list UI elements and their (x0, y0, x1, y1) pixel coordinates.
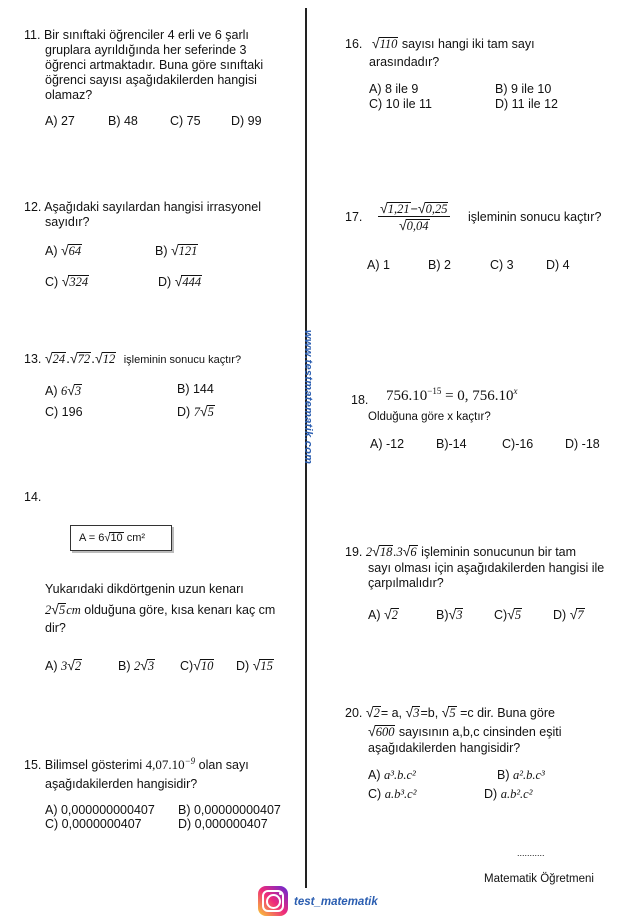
sqrt-sign: √ (441, 704, 450, 720)
q20-line: sayısının a,b,c cinsinden eşiti (398, 725, 562, 739)
area-unit: cm² (126, 532, 146, 544)
q14-side-coef: 2 (45, 603, 52, 617)
q20-radicand-600: 600 (375, 725, 395, 739)
q20-line3: aşağıdakilerden hangisidir? (368, 741, 521, 755)
q18-option-a[interactable]: A) -12 (370, 437, 405, 451)
sqrt-sign: √ (170, 242, 179, 258)
q16-option-d[interactable]: D) 11 ile 12 (495, 97, 558, 111)
rectangle-area-box (70, 525, 172, 551)
q15-text: olan sayı (198, 758, 249, 773)
q19-option-b[interactable] (436, 606, 463, 622)
teacher-label: Matematik Öğretmeni (484, 873, 594, 885)
sqrt-sign: √ (507, 606, 515, 622)
q19-option-b-label: B) (436, 608, 449, 622)
q19-c-radicand: 5 (514, 608, 522, 622)
question-19 (345, 543, 576, 560)
q20-option-a[interactable] (368, 768, 416, 783)
q17-number: 17. (345, 210, 363, 224)
q13-a-coef: 6 (60, 384, 68, 398)
sqrt-sign: √ (51, 601, 59, 617)
q13-number: 13. (24, 352, 42, 366)
sqrt-sign: √ (405, 704, 414, 720)
q15-option-c[interactable]: C) 0,0000000407 (45, 817, 142, 831)
q14-option-a-label: A) (45, 659, 58, 673)
q12-option-a[interactable] (45, 242, 82, 258)
q12-option-d-label: D) (158, 275, 172, 289)
q15-option-d[interactable]: D) 0,000000407 (178, 817, 268, 831)
q13-d-coef: 7 (193, 405, 200, 419)
q20-radicand-c: 5 (449, 706, 456, 720)
q18-option-b[interactable]: B)-14 (436, 437, 467, 451)
q20-radicand-b: 3 (413, 706, 420, 720)
sqrt-sign: √ (140, 657, 148, 673)
q17-num-radicand-2: 0,25 (425, 202, 448, 216)
q11-number: 11. (24, 28, 41, 42)
q18-left: 756.10 (386, 388, 428, 404)
q19-mid: .3 (393, 545, 403, 559)
q12-option-a-label: A) (45, 244, 58, 258)
sqrt-sign: √ (417, 200, 426, 216)
sqrt-sign: √ (67, 382, 75, 398)
q15-option-b[interactable]: B) 0,00000000407 (178, 803, 281, 817)
sqrt-sign: √ (371, 35, 380, 51)
q18-number: 18. (351, 393, 369, 407)
q13-radicand-1: 24 (52, 352, 66, 366)
q19-option-d-label: D) (553, 608, 567, 622)
q20-text: =c dir. Buna göre (460, 706, 555, 720)
q19-number: 19. (345, 545, 363, 559)
sqrt-sign: √ (60, 242, 69, 258)
q15-exponent: −9 (184, 756, 196, 766)
sqrt-sign: √ (569, 606, 578, 622)
q16-number: 16. (345, 37, 363, 51)
q18-right-exponent: x (513, 386, 518, 396)
site-watermark: www.testmatematik.com (302, 330, 314, 465)
sqrt-sign: √ (252, 657, 261, 673)
q19-line: çarpılmalıdır? (368, 576, 444, 590)
sqrt-sign: √ (402, 543, 411, 559)
q11-option-d[interactable]: D) 99 (231, 114, 262, 128)
q11-line: olamaz? (45, 88, 93, 102)
q18-option-d[interactable]: D) -18 (565, 437, 600, 451)
sqrt-sign: √ (380, 200, 388, 216)
q17-den-radicand: 0,04 (406, 219, 429, 233)
q14-option-d[interactable] (236, 657, 274, 673)
sqrt-sign: √ (448, 606, 457, 622)
instagram-handle[interactable]: test_matematik (294, 896, 378, 908)
q12-option-c-label: C) (45, 275, 59, 289)
sqrt-sign: √ (383, 606, 392, 622)
q14-option-a[interactable] (45, 657, 82, 674)
q18-right: = 0, 756.10 (441, 388, 514, 404)
q11-line: Bir sınıftaki öğrenciler 4 erli ve 6 şarlı (43, 28, 249, 42)
q11-option-c[interactable]: C) 75 (170, 114, 201, 128)
q13-option-a-label: A) (45, 384, 58, 398)
q14-b-coef: 2 (133, 659, 141, 673)
q18-line2: Olduğuna göre x kaçtır? (368, 411, 491, 423)
q20-option-a-label: A) (368, 768, 381, 782)
q17-option-a[interactable]: A) 1 (367, 258, 390, 272)
sqrt-sign: √ (44, 350, 53, 366)
q13-radicand-3: 12 (102, 352, 116, 366)
sqrt-sign: √ (398, 217, 407, 233)
q15-line2: aşağıdakilerden hangisidir? (45, 777, 198, 791)
q17-num-radicand-1: 1,21 (387, 202, 410, 216)
q20-d-expr: a.b².c² (500, 787, 533, 801)
question-20 (345, 704, 555, 720)
q13-radicand-2: 72 (77, 352, 91, 366)
q12-option-d[interactable] (158, 273, 202, 289)
q17-minus: − (410, 202, 418, 216)
q20-option-b[interactable] (497, 768, 545, 783)
q13-option-a[interactable] (45, 382, 82, 399)
q14-side-radicand: 5 (58, 603, 66, 617)
q13-a-radicand: 3 (74, 384, 82, 398)
q19-radicand-2: 6 (410, 545, 417, 559)
q12-number: 12. (24, 200, 42, 214)
q15-number: 15. (24, 758, 42, 773)
q13-option-c[interactable]: C) 196 (45, 405, 83, 419)
q19-radicand-1: 18 (379, 545, 393, 559)
q11-option-a[interactable]: A) 27 (45, 114, 75, 128)
q14-option-b[interactable] (118, 657, 155, 674)
q15-value: 4,07.10 (145, 757, 185, 773)
q12-d-radicand: 444 (182, 275, 202, 289)
q14-c-radicand: 10 (200, 659, 214, 673)
q19-option-c-label: C) (494, 608, 508, 622)
q11-line: öğrenci artmaktadır. Buna göre sınıftaki (45, 58, 264, 72)
q19-option-a[interactable] (368, 606, 399, 622)
question-15 (24, 756, 249, 773)
q13-option-d-label: D) (177, 405, 191, 419)
q20-option-d[interactable] (484, 787, 532, 802)
q14-option-c-label: C) (180, 659, 194, 673)
q18-equation (386, 386, 518, 405)
sqrt-sign: √ (365, 704, 374, 720)
sqrt-sign: √ (368, 723, 376, 739)
q19-option-c[interactable] (494, 606, 522, 622)
q15-option-a[interactable]: A) 0,000000000407 (45, 803, 155, 817)
q17-option-c[interactable]: C) 3 (490, 258, 514, 272)
q12-option-b-label: B) (155, 244, 168, 258)
q19-lines (368, 561, 604, 591)
q12-b-radicand: 121 (178, 244, 198, 258)
signature-line: ........... (517, 848, 545, 858)
q19-d-radicand: 7 (577, 608, 584, 622)
q16-option-c[interactable]: C) 10 ile 11 (369, 97, 432, 111)
q14-a-coef: 3 (60, 659, 68, 673)
q13-d-radicand: 5 (207, 405, 214, 419)
q12-a-radicand: 64 (68, 244, 82, 258)
q14-d-radicand: 15 (260, 659, 273, 673)
q17-option-b[interactable]: B) 2 (428, 258, 451, 272)
question-12 (24, 200, 294, 230)
q14-option-c[interactable] (180, 657, 214, 673)
instagram-icon[interactable] (258, 886, 288, 916)
q20-a-expr: a³.b.c² (383, 768, 416, 782)
q14-a-radicand: 2 (74, 659, 82, 673)
q14-number: 14. (24, 490, 42, 504)
q11-line: gruplara ayrıldığında her seferinde 3 (45, 43, 247, 57)
q13-text: işleminin sonucu kaçtır? (123, 354, 242, 366)
q20-line2 (368, 723, 562, 739)
q19-text: işleminin sonucunun bir tam (421, 545, 577, 559)
sqrt-sign: √ (67, 657, 75, 673)
q19-option-a-label: A) (368, 608, 381, 622)
q14-line: olduğuna göre, kısa kenarı kaç cm (84, 603, 276, 617)
q17-fraction (378, 200, 450, 233)
q19-b-radicand: 3 (456, 608, 463, 622)
q14-option-b-label: B) (118, 659, 131, 673)
q14-option-d-label: D) (236, 659, 250, 673)
q20-option-d-label: D) (484, 787, 498, 801)
q12-option-b[interactable] (155, 242, 198, 258)
sqrt-sign: √ (174, 273, 183, 289)
area-radicand: 10 (110, 532, 123, 544)
q19-a-radicand: 2 (391, 608, 398, 622)
q11-option-b[interactable]: B) 48 (108, 114, 138, 128)
sqrt-sign: √ (199, 403, 208, 419)
q20-number: 20. (345, 706, 363, 720)
q12-line: Aşağıdaki sayılardan hangisi irrasyonel (44, 200, 261, 214)
q16-option-a[interactable]: A) 8 ile 9 (369, 82, 419, 96)
q16-radicand: 110 (379, 37, 398, 51)
area-label: A = 6 (79, 532, 105, 544)
q20-c-expr: a.b³.c² (384, 787, 417, 801)
q20-radicand-a: 2 (373, 706, 380, 720)
q11-line: öğrenci sayısı aşağıdakilerden hangisi (45, 73, 257, 87)
q17-text: işleminin sonucu kaçtır? (468, 210, 602, 224)
sqrt-sign: .√ (66, 350, 78, 366)
q14-side-unit: cm (66, 603, 81, 617)
q18-left-exponent: −15 (427, 386, 442, 396)
q18-option-c[interactable]: C)-16 (502, 437, 534, 451)
sqrt-sign: √ (104, 532, 111, 544)
q20-option-c-label: C) (368, 787, 382, 801)
question-14-text (45, 582, 295, 636)
sqrt-sign: √ (372, 543, 380, 559)
q16-text: sayısı hangi iki tam sayı (401, 37, 535, 51)
q13-option-b[interactable]: B) 144 (177, 382, 214, 396)
q14-b-radicand: 3 (147, 659, 155, 673)
q14-line: dir? (45, 621, 66, 635)
q20-option-b-label: B) (497, 768, 510, 782)
sqrt-sign: √ (61, 273, 70, 289)
q19-line: sayı olması için aşağıdakilerden hangisi ile (368, 561, 605, 575)
q14-line: Yukarıdaki dikdörtgenin uzun kenarı (45, 582, 244, 596)
q20-text: =b, (420, 706, 439, 720)
q12-option-c[interactable] (45, 273, 89, 289)
q20-b-expr: a².b.c³ (512, 768, 545, 782)
sqrt-sign: .√ (91, 350, 103, 366)
q16-line2: arasındadır? (369, 55, 440, 69)
q16-option-b[interactable]: B) 9 ile 10 (495, 82, 552, 96)
question-11 (24, 28, 294, 103)
question-16 (345, 35, 535, 51)
sqrt-sign: √ (193, 657, 201, 673)
q17-option-d[interactable]: D) 4 (546, 258, 570, 272)
q19-option-d[interactable] (553, 606, 585, 622)
q12-c-radicand: 324 (69, 275, 89, 289)
q12-line: sayıdır? (45, 215, 90, 229)
q20-text: = a, (380, 706, 403, 720)
q19-coef: 2 (365, 545, 373, 559)
question-13 (24, 350, 299, 366)
q15-text: Bilimsel gösterimi (44, 758, 143, 773)
q13-option-d[interactable] (177, 403, 215, 420)
q20-option-c[interactable] (368, 787, 416, 802)
